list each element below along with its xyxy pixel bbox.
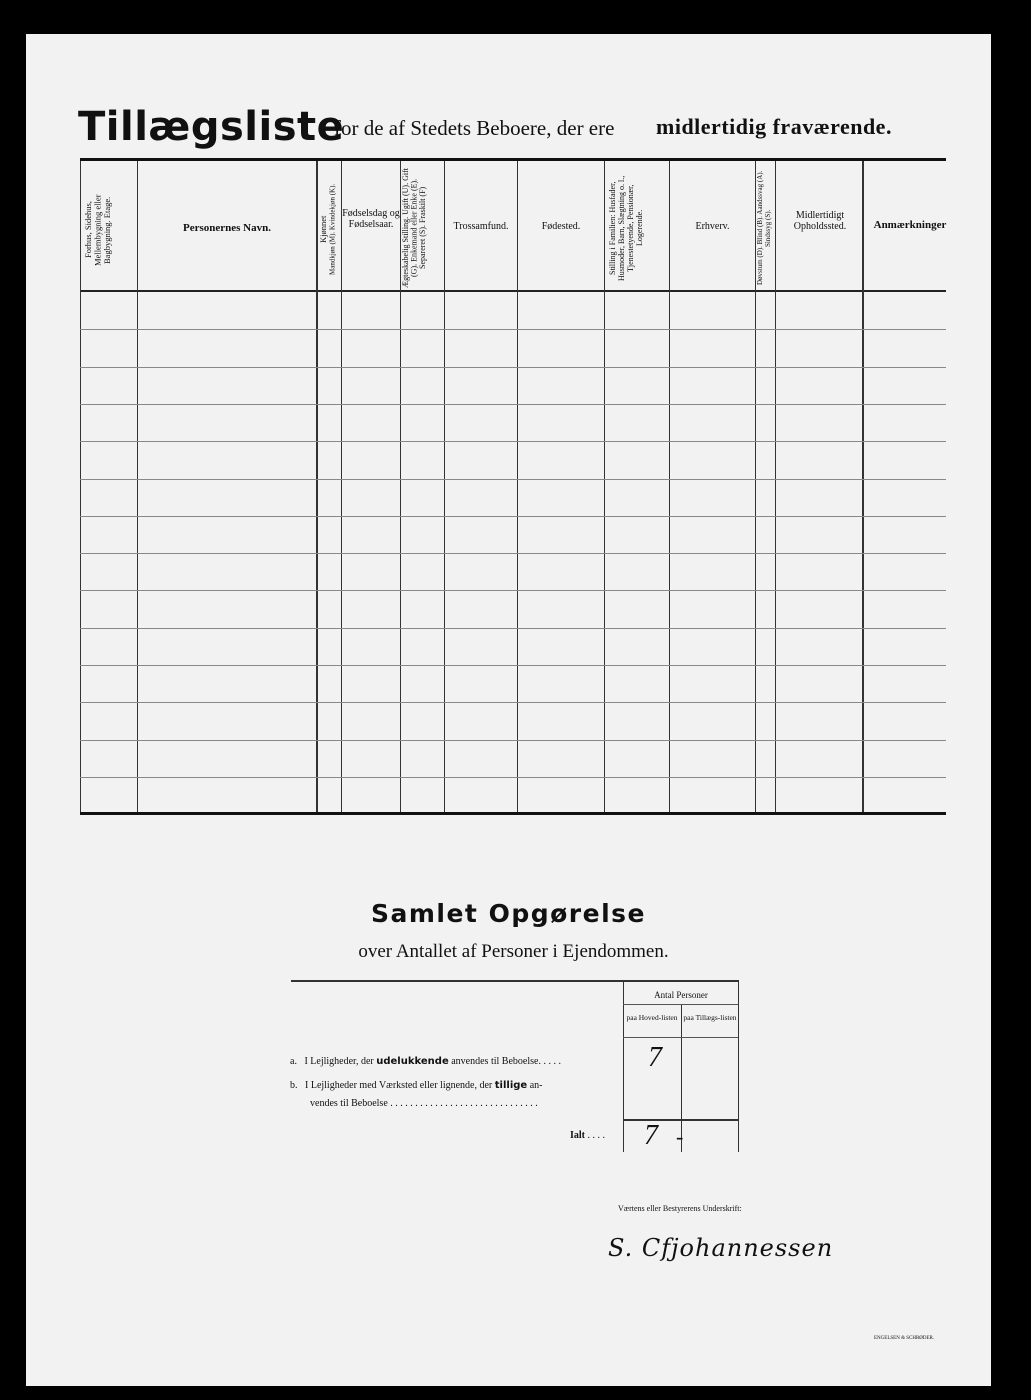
header-anm: Anmærkninger — [873, 219, 947, 231]
col-line-8 — [669, 161, 670, 813]
header-kjon-sub: Mandkjøn (M). Kvindekjøn (K). — [328, 183, 337, 275]
table-row — [80, 740, 946, 741]
header-erhverv: Erhverv. — [695, 221, 730, 232]
table-row — [80, 516, 946, 517]
row-b-line2: vendes til Beboelse — [310, 1098, 388, 1109]
summary-col-line-1 — [623, 980, 624, 1152]
table-row — [80, 702, 946, 703]
top-rule — [80, 158, 946, 161]
summary-total-rule — [623, 1119, 738, 1121]
table-row — [80, 553, 946, 554]
row-a-value: 7 — [648, 1042, 662, 1073]
summary-top-rule — [291, 980, 738, 982]
summary-ialt-label: Ialt . . . . — [570, 1130, 605, 1141]
summary-antal-header: Antal Personer — [654, 990, 708, 1000]
header-stilling: Stilling i Familien: Husfader, Husmoder, Barn, Slægtning o. l., Tjenestetyende, Pensionær, Logerende. — [608, 175, 644, 281]
table-row — [80, 777, 946, 778]
summary-subhead-rule — [623, 1037, 738, 1038]
row-b-bold: tillige — [494, 1080, 528, 1091]
row-a-post: anvendes til Beboelse — [451, 1056, 539, 1067]
col-line-7 — [604, 161, 605, 813]
census-form-sheet — [26, 34, 991, 1386]
row-a-bold: udelukkende — [376, 1056, 449, 1067]
summary-row-a: a. I Lejligheder, der udelukkende anvendes til Beboelse. . . . . — [290, 1056, 561, 1067]
col-line-5 — [444, 161, 445, 813]
header-rule — [80, 290, 946, 292]
table-row — [80, 329, 946, 330]
signature-name: S. Cfjohannessen — [608, 1234, 834, 1262]
summary-subtitle: over Antallet af Personer i Ejendommen. — [358, 941, 669, 962]
printer-mark: ENGELSEN & SCHRØDER. — [874, 1336, 935, 1341]
col-line-0 — [80, 161, 81, 813]
header-tros: Trossamfund. — [453, 221, 509, 232]
summary-col2: paa Tillægs-listen — [683, 1013, 737, 1022]
ialt-dash: - — [676, 1124, 684, 1149]
table-row — [80, 665, 946, 666]
form-title: Tillægsliste — [78, 104, 345, 150]
signature-label: Værtens eller Bestyrerens Underskrift: — [618, 1204, 742, 1213]
row-b-pre: I Lejligheder med Værksted eller lignende, der — [305, 1080, 493, 1091]
table-row — [80, 404, 946, 405]
header-aegteskab: Ægteskabelig Stilling. Ugift (U). Gift (G). Enkemand eller Enke (E). Separeret (S). Fraskilt (F) — [401, 168, 427, 288]
table-row — [80, 441, 946, 442]
header-dov: Døvstum (D). Blind (B). Aandssvag (A). Sindssyg (S). — [756, 170, 772, 286]
form-title-bold: midlertidig fraværende. — [656, 114, 892, 139]
summary-title: Samlet Opgørelse — [370, 899, 646, 928]
col-line-3 — [341, 161, 342, 813]
summary-col-line-3 — [738, 980, 739, 1152]
header-kjon-title: Kjønnet — [318, 215, 328, 243]
row-a-pre: I Lejligheder, der — [304, 1056, 374, 1067]
header-forhus: Forhus, Sidehus, Mellembygning eller Bagbygning. Etage. — [83, 194, 112, 266]
header-navn: Personernes Navn. — [183, 222, 271, 234]
col-line-11 — [862, 161, 864, 813]
table-row — [80, 590, 946, 591]
table-row — [80, 367, 946, 368]
bottom-rule — [80, 812, 946, 815]
table-row — [80, 479, 946, 480]
summary-row-b-line2: vendes til Beboelse . . . . . . . . . . . . . . . . . . . . . . . . . . . . . . — [310, 1098, 538, 1109]
form-title-middle: for de af Stedets Beboere, der ere — [334, 116, 615, 140]
header-midl: Midlertidigt Opholdssted. — [793, 210, 847, 232]
header-fodested: Fødested. — [541, 221, 581, 232]
table-row — [80, 628, 946, 629]
col-line-10 — [775, 161, 776, 813]
summary-col1: paa Hoved-listen — [626, 1013, 678, 1022]
col-line-1 — [137, 161, 138, 813]
row-a-letter: a. — [290, 1056, 297, 1067]
ialt-value: 7 — [644, 1120, 658, 1151]
ialt-label: Ialt — [570, 1130, 585, 1141]
row-b-post: an- — [529, 1080, 543, 1091]
summary-row-b — [290, 1080, 620, 1091]
col-line-2 — [316, 161, 318, 813]
col-line-6 — [517, 161, 518, 813]
row-b-letter: b. — [290, 1080, 298, 1091]
summary-antal-rule — [623, 1004, 738, 1005]
header-fodsel: Fødselsdag og Fødselsaar. — [342, 208, 400, 230]
header-kjon — [319, 170, 339, 288]
